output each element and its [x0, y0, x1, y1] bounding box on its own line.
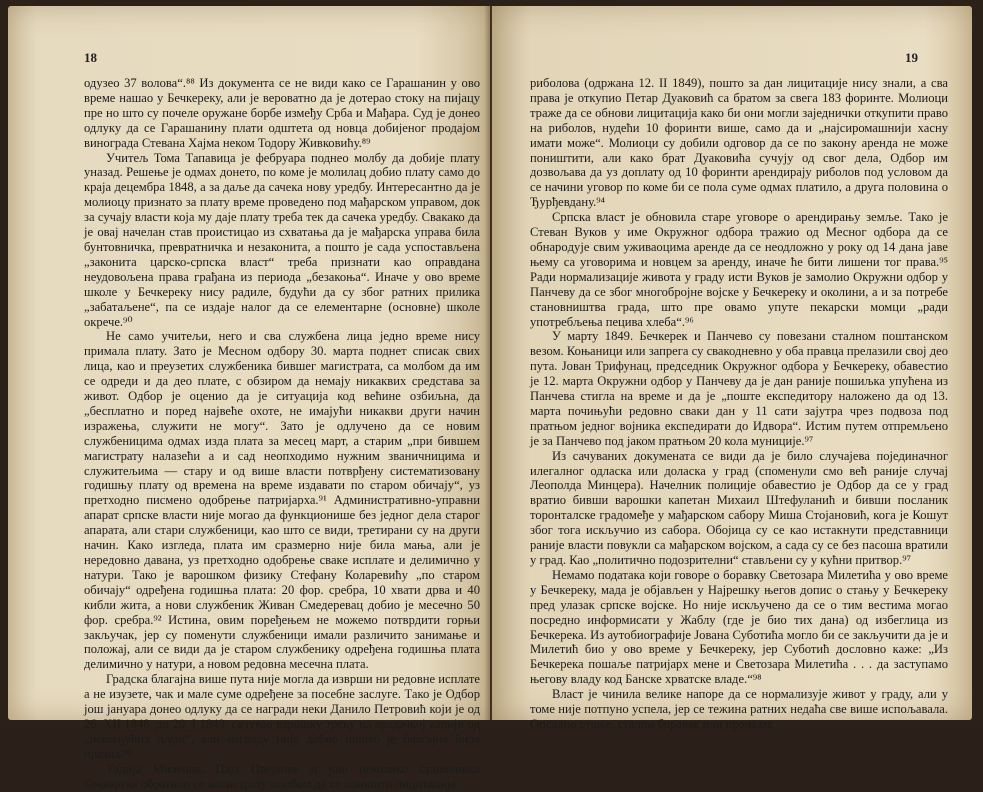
page-number-right: 19 [905, 50, 918, 65]
paragraph: У марту 1849. Бечкерек и Панчево су повезани сталном поштанском везом. Коњаници или запрега су свакодневно у оба правца прелазили свој део пута. Јован Трифунац, председник Окружног одбора у Бечкереку, обавестио је 12. марта Окружни одбор у Панчеву да је дан раније пошиљка упућена из Панчева стигла на време и да је „поште експедитору наложено да од 13. марта почињући редовно сваки дан у 11 сати зајутра чрез подвоза под пратњом једног војника експедирати до Идвора“. Истим путем отпремљено је за Панчево под јаком пратњом 20 кола муниције.⁹⁷ [530, 329, 948, 448]
paragraph: риболова (одржана 12. II 1849), пошто за дан лицитације нису знали, а сва права је откупио Петар Дуаковић са братом за свега 183 форинте. Молиоци траже да се обнови лицитација како би они могли заједнички откупити право на риболов, нудећи 10 форинти више, само да и „најсиромашнији хасну имати може“. Молиоци су добили одговор да се по закону аренда не може поништити, али како брат Дуаковића сучују од свог дела, Одбор им дозвољава да уз доплату од 10 форинти арендирају риболов под условом да се начини уговор по коме би се пола суме одмах платило, а друга половина о Ђурђевдану.⁹⁴ [530, 76, 948, 210]
left-page [8, 6, 490, 791]
paragraph: Власт је чинила велике напоре да се нормализује живот у граду, али у томе није потпуно успела, јер се тежина ратних недаћа све више испољавала. Опсадно стање, стални боравак или пролазак [530, 687, 948, 731]
left-page-text [84, 76, 480, 792]
paragraph: Српска власт је обновила старе уговоре о арендирању земље. Тако је Стеван Вуков у име Окружног одбора тражио од Месног одбора да се обнарoдује свим уживаоцима аренде да се неодложно у року од 14 дана јаве њему са уговорима и новцем за аренду, иначе ће бити лишени тог права.⁹⁵ Ради нормализације живота у граду исти Вуков је замолио Окружни одбор у Панчеву да се због многобројне војске у Бечкереку и околини, а и за потребе становништва града, што пре овамо упуте пекарски момци „ради употребљења пецива хлеба“.⁹⁶ [530, 210, 948, 329]
right-page [492, 6, 972, 731]
paragraph: одузео 37 волова“.⁸⁸ Из документа се не види како се Гарашанин у ово време нашао у Бечкереку, али је вероватно да је дотерао стоку на пијацу пре но што су почеле оружане борбе између Срба и Мађара. Суд је донео одлуку да се Гарашанину плати одштета од новца добијеног продајом винограда Стевана Хајма неком Тодору Живковићу.⁸⁹ [84, 76, 480, 150]
page-number-left: 18 [84, 50, 97, 65]
paragraph: Из сачуваних докумената се види да је било случајева појединачног илегалног одласка или доласка у град (споменули смо већ раније случај Леополда Минцера). Начелник полиције обавестио је Одбор да се у град вратио бивши варошки капетан Михаил Штефуланић и бивши посланик торонталске градомеђе у мађарском сабору Миша Стојановић, кога је Кошут због тога искључио из сабора. Обојица су се као истакнути представници раније власти повукли са мађарском војском, а сада су се без пасоша вратили у град. Као „политично подозрителни“ стављени су у кућни притвор.⁹⁷ [530, 448, 948, 567]
paragraph: Не само учитељи, него и сва службена лица једно време нису примала плату. Зато је Месном одбору 30. марта поднет списак свих лица, као и преузетих службеника бившег магистрата, са молбом да им се одреди и да део плате, с обзиром да немају никаквих средстава за живот. Одбор је оценио да је ситуација код већине озбиљна, да „бесплатно и поред највеће охоте, не имајући никакви други начин изражења, служити не могу“. Зато је одлучено да се новим службеницима одмах изда плата за месец март, а старим „при бившем магистрату налазећи а и сад неопходимо нужним званичницима и служитељима — стару и од више власти потврђену систематизовану годишњу плату од времена на време издавати по старом обичају“, уз претходно писмено одобрење патријарха.⁹¹ Административно-управни апарат српске власти није могао да функционише без једног дела старог апарата, али стари службеници, као што се види, третирани су на други начин. Како изгледа, плата им сразмерно није била мања, али је нередовно давана, уз претходно одобрење сваке исплате и делимично у натури. Тако је варошком физику Стефану Коларевићу „по старом обичају“ одређена годишња плата: 20 фор. сребра, 10 хвати дрва и 40 кибли жита, а нови службеник Живан Смедеревац добио је месечно 50 фор. сребра.⁹² Истина, овим поређењем не можемо потврдити горњи закључак, јер су поменути службеници имали различито занимање и положај, али се види да је старом службенику одређена годишња плата делимично у натури, а новом редовна месечна плата. [84, 329, 480, 672]
paragraph: Учитељ Тома Тапавица је фебруара поднео молбу да добије плату уназад. Решење је одмах донето, по коме је молилац добио плату само до краја децембра 1848, а за даље да сачека нову уредбу. Интересантно да је молиоцу признато за плату време проведено под мађарском управом, док за сучају власти која му даје плату треба тек да сачека уредбу. Свакако да је овај начелан став проистицао из схватања да је мађарска управа била бунтовничка, превратничка и незаконита, а пошто је сада успостављена „законита царско-српска власт“ треба признати као оправдана неудовољена права грађана из периода „безакоња“. Иначе у ово време школе у Бечкереку нису радиле, будући да су због ратних прилика „забатаљене“, па се издаје налог да се елементарне (основне) школе окрече.⁹⁰ [84, 150, 480, 329]
paragraph: Тадија Миленов, Паја Цвејанов и још неколико становника Бечкерека обратило се магистрату молбом да се поништи лицитација [84, 761, 480, 791]
right-page-text [530, 76, 948, 732]
paragraph: Немамо података који говоре о боравку Светозара Милетића у ово време у Бечкереку, мада је објављен у Најрешку његов допис о стању у Бечкереку пред улазак српске војске. Но није искључено да се о тим вестима могао посредно информисати у Жаблу (где је био тих дана) од избеглица из Бечкерека. Из аутобиографије Јована Суботића могло би се закључити да је и Милетић био у ово време у Бечкереку, јер Суботић дословно каже: „Из Бечкерека пошаље патријарх мене и Светозара Милетића . . . да заступамо његову владу код Банске хрватске владе.“⁹⁸ [530, 567, 948, 687]
paragraph: Градска благајна више пута није могла да изврши ни редовне исплате а не изузете, чак и мале суме одређене за посебне заслуге. Тако је Одбор још јануара донео одлуку да се награди неки Данило Петровић који је од 26. XII 1848. до 20. I 1849. сачувао варошку трску на арадачкој капији од „невмајућих људи“, али награду није добио пошто је благајна била празна.⁹³ [84, 672, 480, 761]
